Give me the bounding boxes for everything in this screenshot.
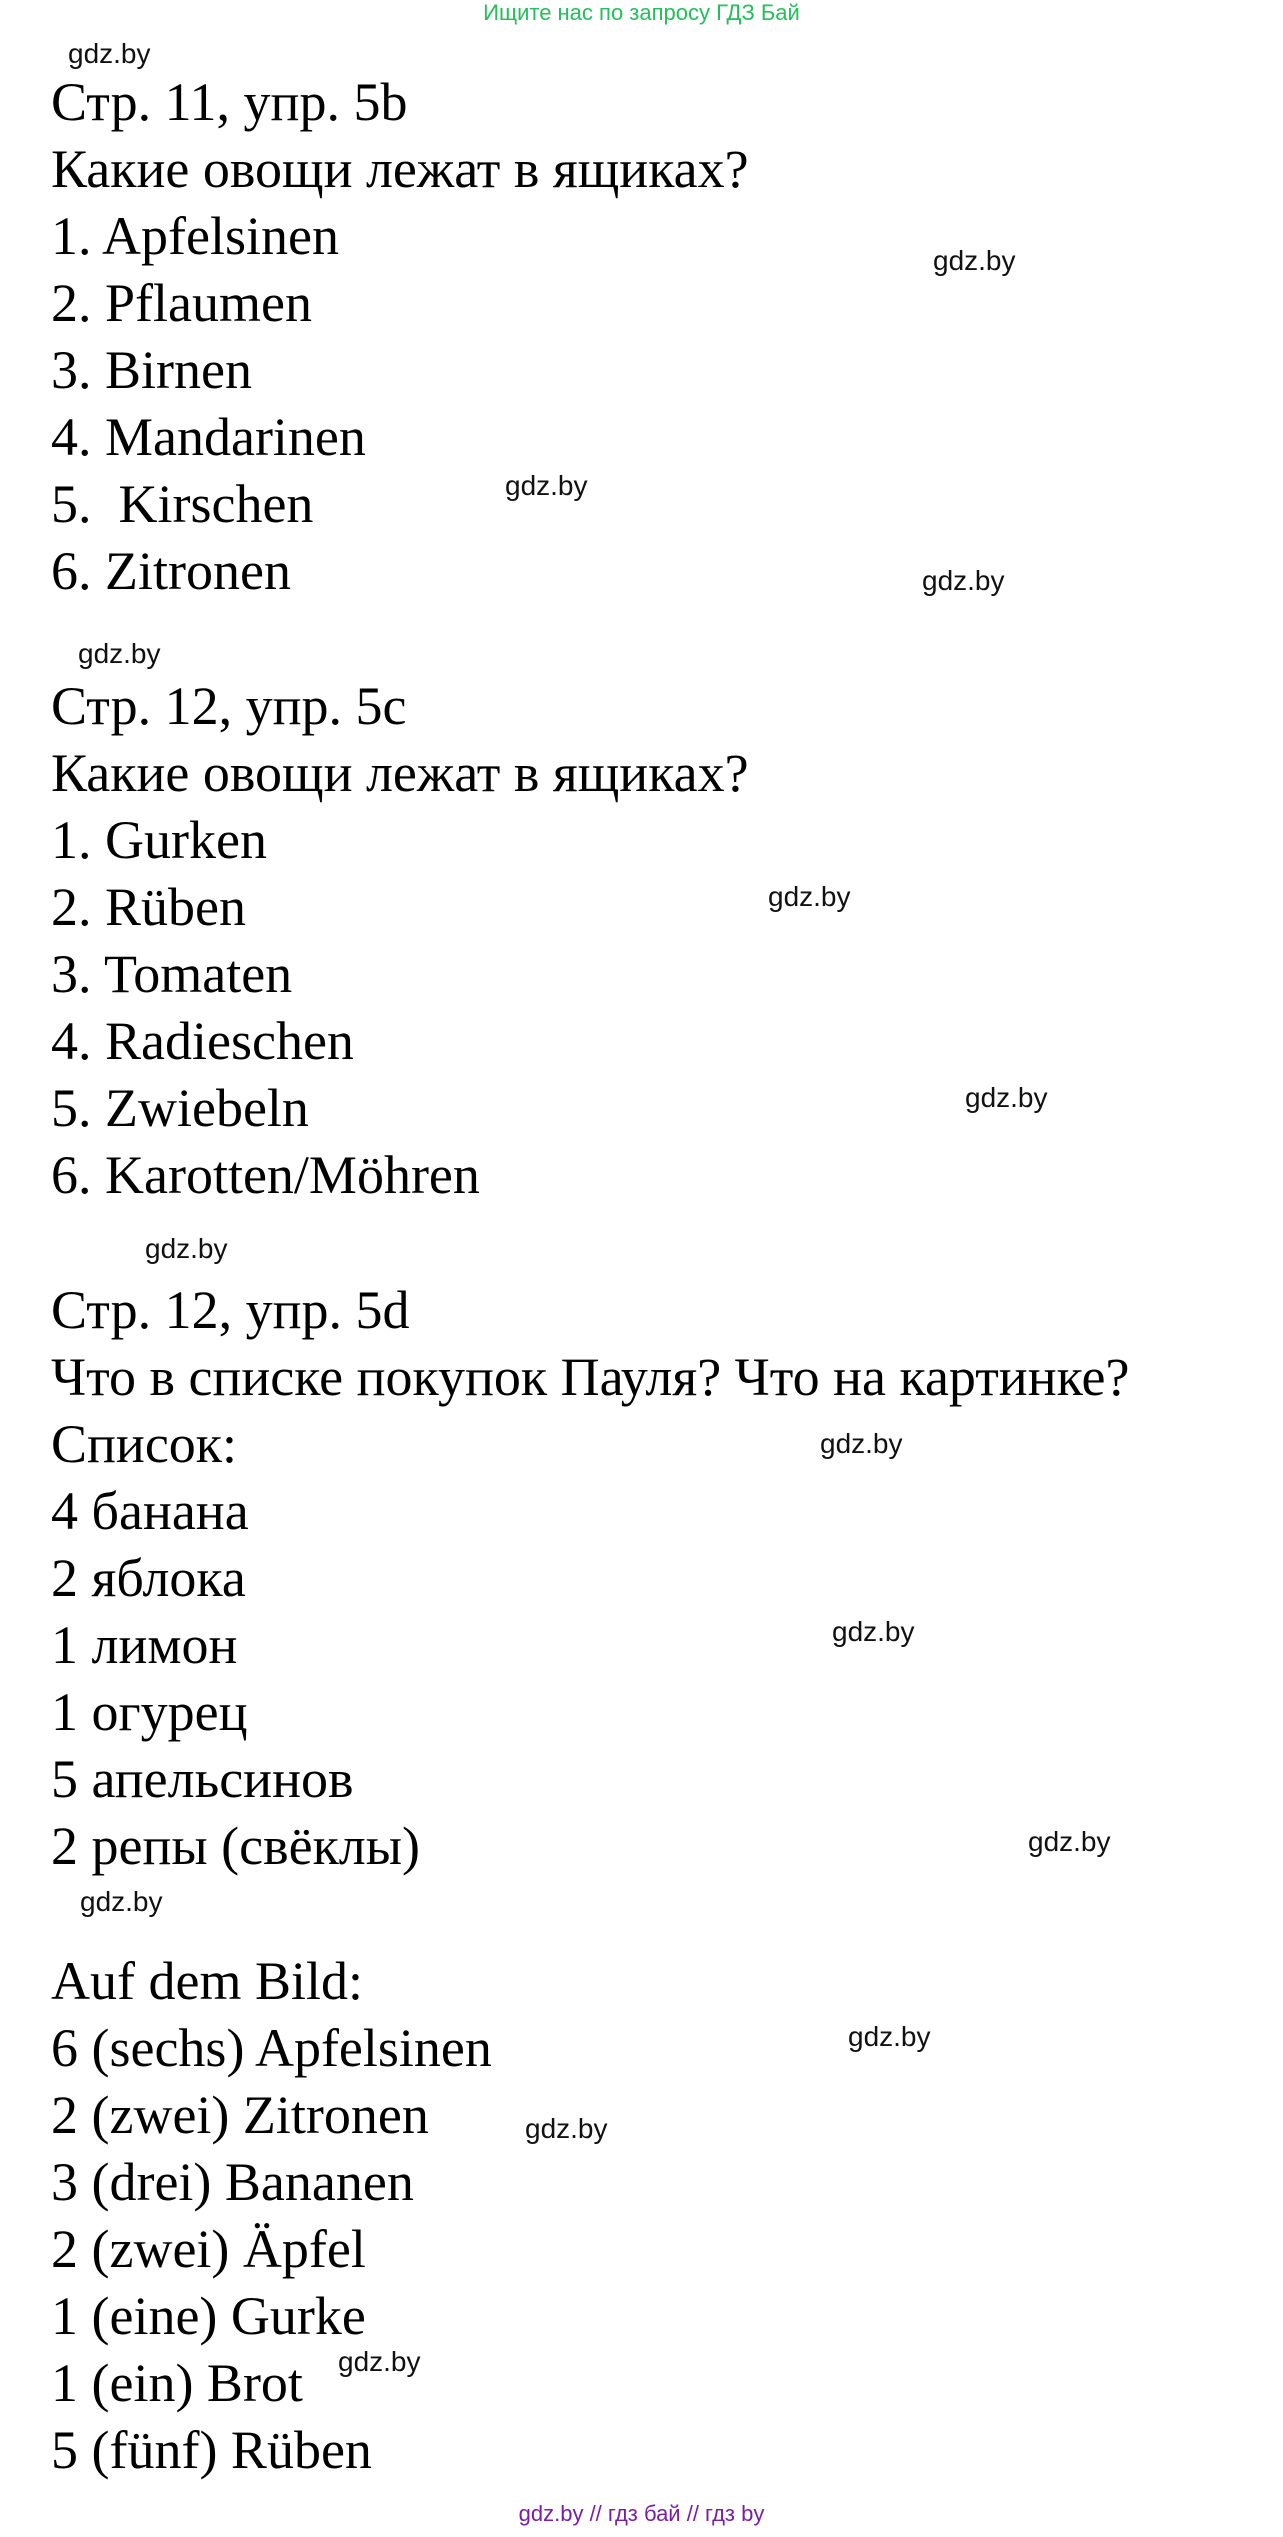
list-item: 1 (eine) Gurke (51, 2286, 366, 2346)
list-item: 2. Rüben (51, 877, 246, 937)
list-item: 2 репы (свёклы) (51, 1816, 421, 1876)
watermark-text: gdz.by (525, 2113, 608, 2144)
watermark-text: gdz.by (965, 1082, 1048, 1113)
list-item: 2 яблока (51, 1548, 246, 1608)
list-item: 4. Mandarinen (51, 407, 366, 467)
watermark-text: gdz.by (848, 2021, 931, 2052)
watermark-text: gdz.by (820, 1428, 903, 1459)
section-5c-heading: Стр. 12, упр. 5c (51, 676, 407, 736)
list-item: 5 апельсинов (51, 1749, 354, 1809)
list-item: 6. Zitronen (51, 541, 291, 601)
section-5c-question: Какие овощи лежат в ящиках? (51, 743, 749, 803)
list-item: 1 лимон (51, 1615, 238, 1675)
watermark-text: gdz.by (922, 565, 1005, 596)
watermark-text: gdz.by (768, 881, 851, 912)
list-item: 2. Pflaumen (51, 273, 312, 333)
list-item: 4 банана (51, 1481, 249, 1541)
list-item: 3. Birnen (51, 340, 252, 400)
watermark-text: gdz.by (78, 638, 161, 669)
list-item: 2 (zwei) Äpfel (51, 2219, 366, 2279)
watermark-text: gdz.by (338, 2346, 421, 2377)
list-item: 6 (sechs) Apfelsinen (51, 2018, 492, 2078)
list-item: 2 (zwei) Zitronen (51, 2085, 429, 2145)
watermark-text: gdz.by (145, 1233, 228, 1264)
watermark-text: gdz.by (933, 245, 1016, 276)
list-item: 4. Radieschen (51, 1011, 354, 1071)
list-item: 1. Gurken (51, 810, 267, 870)
shopping-list-label: Список: (51, 1414, 238, 1474)
footer-links: gdz.by // гдз бай // гдз by (518, 2501, 765, 2526)
list-item: 5. Kirschen (51, 474, 314, 534)
section-5d-heading: Стр. 12, упр. 5d (51, 1280, 410, 1340)
list-item: 3 (drei) Bananen (51, 2152, 414, 2212)
watermark-text: gdz.by (505, 470, 588, 501)
watermark-text: gdz.by (1028, 1826, 1111, 1857)
watermark-text: gdz.by (68, 38, 151, 69)
list-item: 3. Tomaten (51, 944, 293, 1004)
list-item: 5. Zwiebeln (51, 1078, 309, 1138)
list-item: 1 огурец (51, 1682, 248, 1742)
section-5b-question: Какие овощи лежат в ящиках? (51, 139, 749, 199)
list-item: 1 (ein) Brot (51, 2353, 303, 2413)
picture-label: Auf dem Bild: (51, 1951, 363, 2011)
list-item: 5 (fünf) Rüben (51, 2420, 372, 2480)
top-banner: Ищите нас по запросу ГДЗ Бай (483, 0, 800, 25)
watermark-text: gdz.by (80, 1886, 163, 1917)
watermark-text: gdz.by (832, 1616, 915, 1647)
list-item: 6. Karotten/Möhren (51, 1145, 480, 1205)
section-5d-question: Что в списке покупок Пауля? Что на картинке? (51, 1347, 1130, 1407)
section-5b-heading: Стр. 11, упр. 5b (51, 72, 408, 132)
list-item: 1. Apfelsinen (51, 206, 339, 266)
